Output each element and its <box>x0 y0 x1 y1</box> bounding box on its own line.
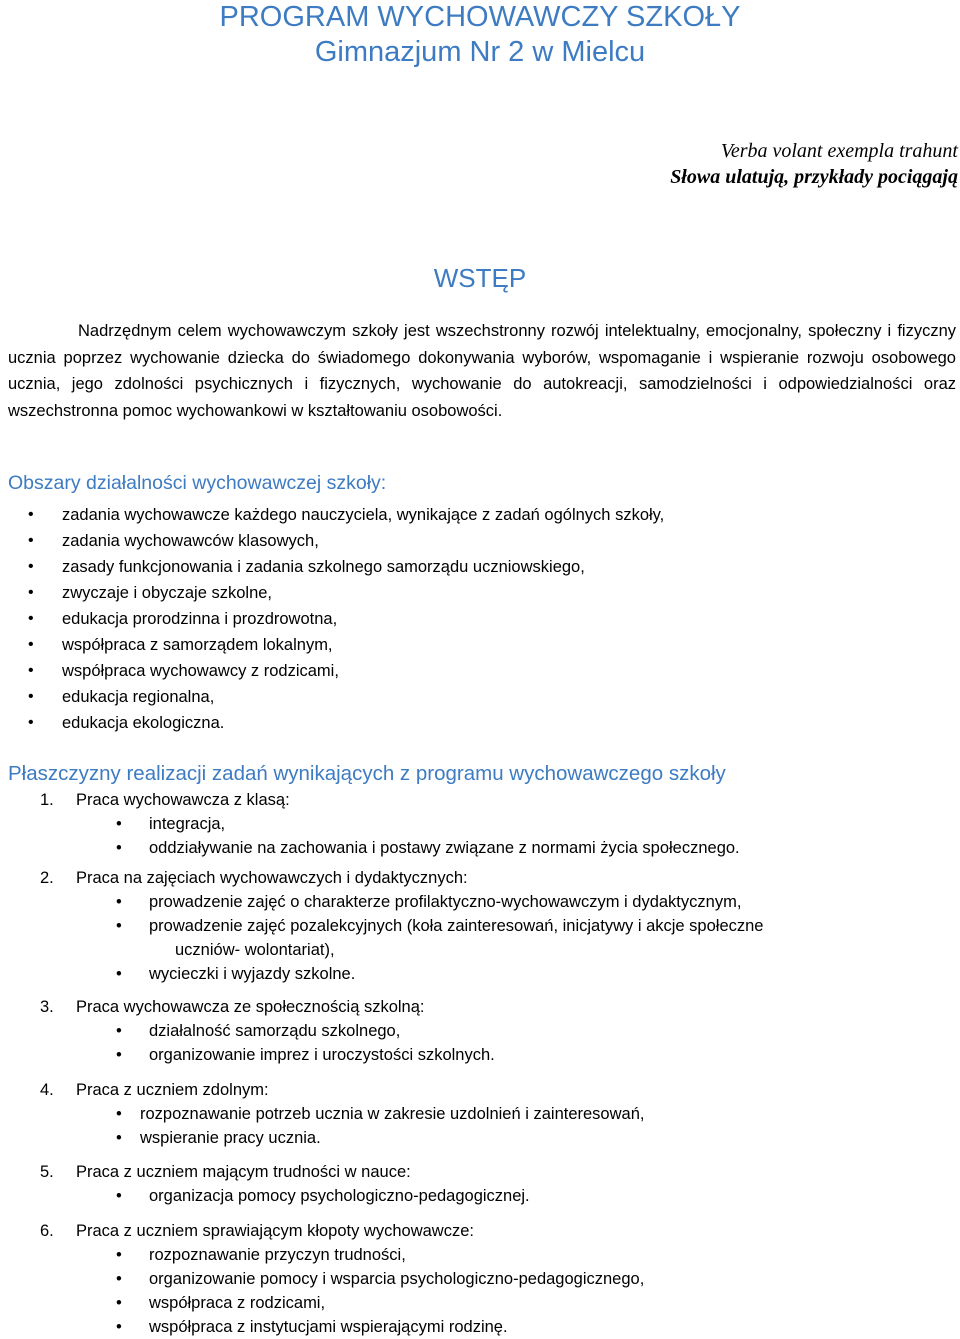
list-item: • wycieczki i wyjazdy szkolne. <box>40 962 956 986</box>
list-item: • edukacja prorodzinna i prozdrowotna, <box>8 606 664 632</box>
list-item-continuation: uczniów- wolontariat), <box>175 941 335 959</box>
list-item: • integracja, <box>40 812 956 836</box>
section-title-text: Praca na zajęciach wychowawczych i dydaktycznych: <box>76 869 468 887</box>
section-6 <box>40 1219 956 1339</box>
list-item: • organizowanie imprez i uroczystości szkolnych. <box>40 1043 956 1067</box>
section-title-text: Praca z uczniem mającym trudności w nauce: <box>76 1163 411 1181</box>
list-item: • działalność samorządu szkolnego, <box>40 1019 956 1043</box>
list-item: • zadania wychowawcze każdego nauczyciela, wynikające z zadań ogólnych szkoły, <box>8 502 664 528</box>
list-item: • współpraca wychowawcy z rodzicami, <box>8 658 664 684</box>
list-item: • zasady funkcjonowania i zadania szkolnego samorządu uczniowskiego, <box>8 554 664 580</box>
section-title <box>40 1219 956 1243</box>
section-title <box>40 995 956 1019</box>
areas-list <box>8 502 664 736</box>
intro-paragraph: Nadrzędnym celem wychowawczym szkoły jest wszechstronny rozwój intelektualny, emocjonalny, społeczny i fizyczny ucznia poprzez wychowanie dziecka do świadomego dokonywania wyborów, wspomaganie i wspieranie rozwoju osobowego ucznia, jego zdolności psychicznych i fizycznych, wychowanie do autokreacji, samodzielności i odpowiedzialności oraz wszechstronna pomoc wychowankowi w kształtowaniu osobowości. <box>8 322 956 420</box>
section-5 <box>40 1160 956 1208</box>
list-item: • współpraca z samorządem lokalnym, <box>8 632 664 658</box>
section-title <box>40 1078 956 1102</box>
document-subtitle: Gimnazjum Nr 2 w Mielcu <box>314 36 646 68</box>
list-item: • prowadzenie zajęć o charakterze profilaktyczno-wychowawczym i dydaktycznym, <box>40 890 956 914</box>
list-item <box>40 914 956 962</box>
intro-heading: WSTĘP <box>433 263 527 293</box>
list-item: • edukacja ekologiczna. <box>8 710 664 736</box>
section-title <box>40 866 956 890</box>
section-title <box>40 788 956 812</box>
section-items <box>40 812 956 860</box>
list-item: • zadania wychowawców klasowych, <box>8 528 664 554</box>
list-item: • organizowanie pomocy i wsparcia psychologiczno-pedagogicznego, <box>40 1267 956 1291</box>
section-number: 6. <box>40 1222 54 1240</box>
section-title-text: Praca z uczniem zdolnym: <box>76 1081 269 1099</box>
section-items <box>40 1019 956 1067</box>
section-number: 2. <box>40 869 54 887</box>
section-title-text: Praca z uczniem sprawiającym kłopoty wychowawcze: <box>76 1222 474 1240</box>
section-4 <box>40 1078 956 1150</box>
list-item: • zwyczaje i obyczaje szkolne, <box>8 580 664 606</box>
section-number: 1. <box>40 791 54 809</box>
section-items <box>40 890 956 986</box>
list-item: • współpraca z rodzicami, <box>40 1291 956 1315</box>
planes-heading: Płaszczyzny realizacji zadań wynikających z programu wychowawczego szkoły <box>8 762 726 785</box>
document-header <box>8 0 952 70</box>
section-items <box>40 1102 956 1150</box>
list-item: • współpraca z instytucjami wspierającymi rodzinę. <box>40 1315 956 1339</box>
section-number: 3. <box>40 998 54 1016</box>
section-1 <box>40 788 956 860</box>
list-item: • organizacja pomocy psychologiczno-pedagogicznej. <box>40 1184 956 1208</box>
list-item: • oddziaływanie na zachowania i postawy związane z normami życia społecznego. <box>40 836 956 860</box>
list-item: • rozpoznawanie przyczyn trudności, <box>40 1243 956 1267</box>
section-items <box>40 1243 956 1339</box>
section-number: 4. <box>40 1081 54 1099</box>
section-title <box>40 1160 956 1184</box>
section-number: 5. <box>40 1163 54 1181</box>
list-item: • wspieranie pracy ucznia. <box>40 1126 956 1150</box>
motto <box>670 138 958 190</box>
motto-latin: Verba volant exempla trahunt <box>720 140 958 162</box>
list-item: • rozpoznawanie potrzeb ucznia w zakresie uzdolnień i zainteresowań, <box>40 1102 956 1126</box>
list-item: • edukacja regionalna, <box>8 684 664 710</box>
section-2 <box>40 866 956 986</box>
list-item-text: prowadzenie zajęć pozalekcyjnych (koła zainteresowań, inicjatywy i akcje społeczne <box>149 917 764 935</box>
section-items <box>40 1184 956 1208</box>
motto-polish: Słowa ulatują, przykłady pociągają <box>670 166 958 188</box>
section-3 <box>40 995 956 1067</box>
areas-heading: Obszary działalności wychowawczej szkoły: <box>8 472 387 494</box>
section-title-text: Praca wychowawcza ze społecznością szkolną: <box>76 998 425 1016</box>
document-title: PROGRAM WYCHOWAWCZY SZKOŁY <box>219 1 741 33</box>
section-title-text: Praca wychowawcza z klasą: <box>76 791 290 809</box>
